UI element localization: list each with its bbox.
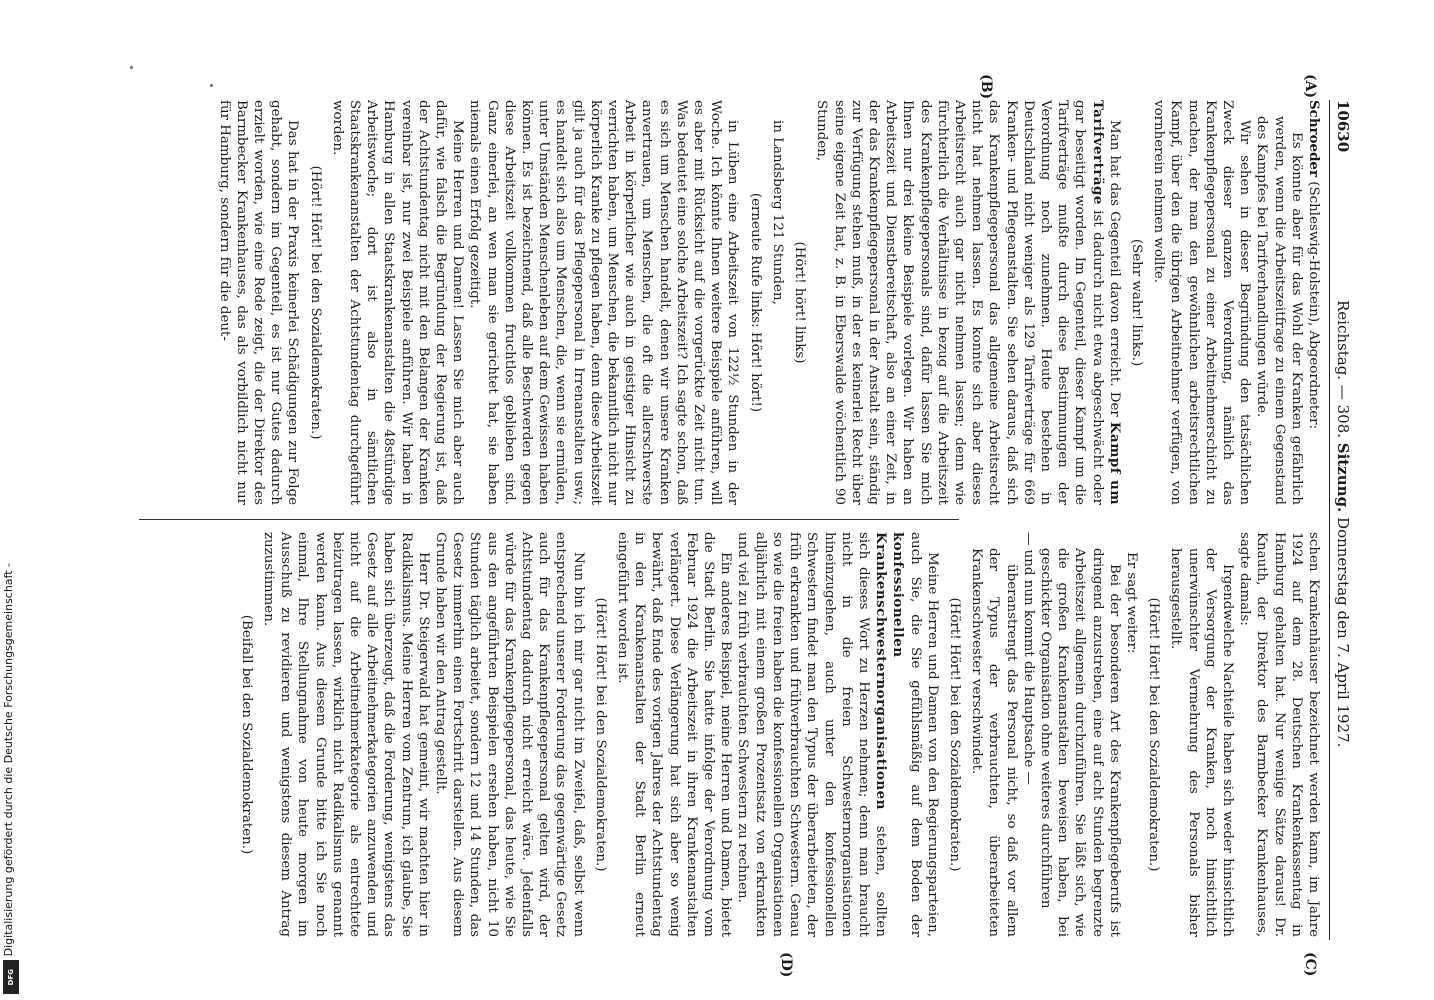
margin-mark-b: (B): [978, 74, 994, 100]
scan-speck: [210, 84, 213, 87]
interjection: (Hört! Hört! bei den Sozialdemokraten.): [307, 165, 323, 440]
right-column: [233, 532, 1322, 937]
interjection: (Sehr wahr! links.): [1128, 238, 1144, 367]
emphasis-text: konfessionellen Krankenschwesternorganisationen: [873, 532, 907, 810]
paragraph: in Landsberg 121 Stunden,: [769, 120, 785, 305]
title-bold: Sitzung.: [1334, 442, 1352, 513]
interjection: (Hört! Hört! bei den Sozialdemokraten.): [592, 597, 608, 872]
paragraph: Herr Dr. Steigerwald hat gemeint, wir machten hier in Radikalismus. Meine Herren vom Zentrum, ich glaube, Sie haben sich überzeugt, daß die Forderung, wenigstens das Gesetz auf alle Arbeitnehmerkategorien anzuwenden und nicht auf die Arbeitnehmerkategorie als entrechtete beizutragen lassen, wirklich nicht Radikalismus genannt werden kann. Aus diesem Grunde bitte ich Sie noch einmal, Ihre Stellungnahme von heute morgen im Ausschuß zu revidieren und wenigstens diesem Antrag zuzustimmen.: [261, 532, 431, 937]
paragraph: Er sagt weiter:: [1123, 552, 1139, 654]
paragraph: Nun bin ich mir gar nicht im Zweifel, daß, selbst wenn entsprechend unserer Forderung das gegenwärtige Gesetz auch für das Krankenpflegepersonal gelten wird, der Achtstundentag dadurch nicht erreicht wäre. Jedenfalls würde für das Krankenpflegepersonal, das heute, wie Sie aus den angeführten Beispielen ersehen haben, nicht 10 Stunden täglich arbeitet, sondern 12 und 14 Stunden, das Gesetz immerhin einen Fortschritt darstellen. Aus diesem Grunde haben wir den Antrag gestellt.: [433, 532, 586, 937]
paragraph: schen Krankenhäuser bezeichnet werden kann, im Jahre 1924 auf dem 28. Deutschen Krankenkassentag in Hamburg gehalten hat. Nur wenige Sätze daraus! Dr. Knauth, der Direktor des Barmbecker Krankenhauses, sagte damals:: [1237, 532, 1321, 937]
emphasis-text: Kampf um Tarifverträge: [1089, 100, 1123, 505]
speaker-suffix: (Schleswig-Holstein), Abgeordneter:: [1306, 177, 1321, 430]
interjection: (Hört! hört! links): [792, 241, 808, 364]
title-rest: Donnerstag den 7. April 1927.: [1334, 512, 1352, 748]
page-header: [1332, 100, 1354, 940]
text-run: Man hat das Gegenteil davon erreicht. Der: [1106, 120, 1122, 422]
text-run: Meine Herren und Damen von den Regierungsparteien, auch Sie, die Sie gefühlsmäßig auf dem Boden der: [907, 532, 940, 937]
dfg-logo: [3, 960, 19, 994]
margin-mark-d: (D): [778, 952, 794, 978]
paragraph: Wir sehen in dieser Begründung den tatsächlichen Zweck dieser ganzen Verordnung, nämlich das Krankenpflegepersonal zu einer Arbeitnehmerschicht zu machen, der man den gewöhnlichen arbeitsrechtlichen Kampf, über den die übrigen Arbeitnehmer verfügen, von vornherein nehmen wollte.: [1151, 100, 1253, 505]
quotation: Bei der besonderen Art des Krankenpflegeberufs ist dringend anzustreben, eine auf acht Stunden begrenzte Arbeitszeit allgemein durchzuführen. Sie läßt sich, wie die großen Krankenanstalten beweisen haben, bei geschickter Organisation ohne weiteres durchführen: [1037, 548, 1122, 937]
speaker-line: [1305, 100, 1322, 505]
text-run: ist dadurch nicht etwa abgeschwächt oder gar beseitigt worden. Im Gegenteil, dieser Kampf um die Tarifverträge mußte durch diese Bestimmungen der Verordnung noch zunehmen. Heute bestehen in Deutschland nicht weniger als 129 Tarifverträge für 669 Kranken- und Pflegeanstalten. Sie sehen daraus, daß sich das Krankenpflegepersonal das allgemeine Arbeitsrecht nicht hat nehmen lassen. Es konnte sich aber dieses Arbeitsrecht auch gar nicht nehmen lassen; denn wie fürchterlich die Verhältnisse in bezug auf die Arbeitszeit des Krankenpflegepersonals sind, dafür lassen Sie mich Ihnen nur drei kleine Beispiele vorlegen. Wir haben an Arbeitszeit und Dienstbereitschaft, also an einer Zeit, in der das Krankenpflegepersonal in der Anstalt sein, ständig zur Verfügung stehen muß, in der es keinerlei Recht über seine eigene Zeit hat, z. B. in Eberswalde wöchentlich 90 Stunden,: [814, 100, 1105, 505]
interjection: (Beifall bei den Sozialdemokraten.): [238, 614, 254, 855]
speaker-name: Schroeder: [1306, 100, 1322, 178]
document-page: [104, 74, 1354, 978]
quotation: überanstrengt das Personal nicht, so daß vor allem der Typus der verbrauchten, überarbeiteten Krankenschwester verschwindet.: [969, 548, 1019, 937]
interjection: (Hört! Hört! bei den Sozialdemokraten.): [1146, 597, 1162, 872]
quotation: Irgendwelche Nachteile haben sich weder hinsichtlich der Versorgung der Kranken, noch hinsichtlich unerwünschter Vermehrung des Personals bisher herausgestellt.: [1168, 548, 1235, 937]
paragraph: Meine Herren und Damen! Lassen Sie mich aber auch dafür, wie falsch die Begründung der Regierung ist, daß der Achtstundentag nicht mit den Belangen der Kranken vereinbar ist, nur zwei Beispiele anführen. Wir haben in Hamburg in allen Staatskrankenanstalten die 48stündige Arbeitswoche; dort ist also in sämtlichen Staatskrankenanstalten der Achtstundentag durchgeführt worden.: [329, 100, 466, 505]
paragraph: Das hat in der Praxis keinerlei Schädigungen zur Folge gehabt, sondern im Gegenteil, es ist nur Gutes dadurch erzielt worden, wie eine Rede zeigt, die der Direktor des Barmbecker Krankenhauses, das als vorbildlich nicht nur für Hamburg, sondern für die deut-: [216, 100, 301, 505]
page-title: [1332, 300, 1354, 747]
page-number: 10630: [1334, 100, 1352, 153]
interjection: (erneute Rufe links: Hört! hört!): [747, 192, 763, 413]
scan-speck: [130, 66, 133, 69]
paragraph: Es könnte aber für das Wohl der Kranken gefährlich werden, wenn die Arbeitszeitfrage zu einem Gegenstand des Kampfes bei Tarifverhandlungen würde.: [1254, 116, 1304, 505]
margin-mark-c: (C): [1302, 952, 1318, 977]
paragraph: [734, 532, 940, 937]
paragraph: Ein anderes Beispiel, meine Herren und Damen, bietet die Stadt Berlin. Sie hatte infolge der Verordnung vom Februar 1924 die Arbeitszeit in ihren Krankenanstalten verlängert. Diese Verlängerung hat sich aber so wenig bewährt, daß Ende des vorigen Jahres der Achtstundentag in den Krankenanstalten der Stadt Berlin erneut eingeführt worden ist.: [615, 532, 734, 937]
margin-mark-a: (A): [1302, 74, 1318, 99]
left-column: [215, 100, 1322, 505]
paragraph: in Lüben eine Arbeitszeit von 122½ Stunden in der Woche. Ich könnte Ihnen weitere Beispiele anführen, will es aber mit Rücksicht auf die vorgerückte Zeit nicht tun. Was bedeutet eine solche Arbeitszeit? Ich sagte schon, daß es sich um Menschen handelt, denen wir unsere Kranken anvertrauen, um Menschen, die oft die allerschwerste Arbeit in körperlicher wie auch in geistiger Hinsicht zu verrichten haben, um Menschen, die bekanntlich nicht nur körperlich Kranke zu pflegen haben, denn diese Arbeitszeit gilt ja auch für das Pflegepersonal in Irrenanstalten usw.; es handelt sich also um Menschen, die, wenn sie ermüden, unter Umständen Menschenleben auf dem Gewissen haben können. Es ist bezeichnend, daß alle Beschwerden gegen diese Arbeitszeit vollkommen fruchtlos geblieben sind. Ganz einerlei, an wen man sie gerichtet hat, sie haben niemals einen Erfolg gezeitigt.: [467, 100, 741, 505]
paragraph: [813, 100, 1123, 505]
title-plain: Reichstag. — 308.: [1334, 300, 1352, 443]
column-divider: [139, 519, 959, 520]
interjection: (Hört! Hört! bei den Sozialdemokraten.): [946, 597, 962, 872]
text-run: stehen, sollten sich dieses Wort zu Herzen nehmen; denn man braucht nicht in die freien Schwesternorganisationen hineinzugehen, auch unter den konfessionellen Schwestern findet man den Typus der überarbeiteten, der früh erkrankten und frühverbrauchten Schwestern. Genau so wie die freien haben die konfessionellen Organisationen alljährlich mit einem großen Prozentsatz von erkrankten und viel zu früh verbrauchten Schwestern zu rechnen.: [735, 532, 889, 937]
dfg-logo-text: DFG: [7, 968, 15, 986]
header-rule: [1329, 100, 1330, 940]
digitization-credit: Digitalisierung gefördert durch die Deutsche Forschungsgemeinschaft -: [2, 562, 15, 956]
digitization-sidebar: [0, 560, 22, 1000]
dash-aside: — und nun kommt die Hauptsache —: [1020, 532, 1036, 785]
